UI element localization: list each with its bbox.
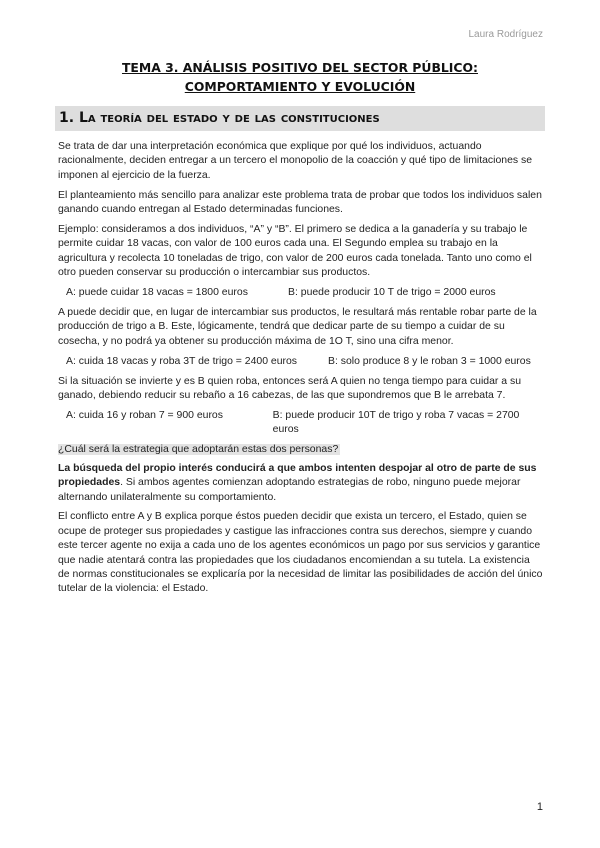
page-number: 1: [536, 801, 543, 813]
row-a: A: puede cuidar 18 vacas = 1800 euros: [66, 287, 248, 299]
section-heading: [55, 106, 545, 131]
row-b: B: solo produce 8 y le roban 3 = 1000 euros: [328, 355, 531, 367]
row-a: A: cuida 18 vacas y roba 3T de trigo = 2400 euros: [66, 355, 298, 367]
document-title: TEMA 3. ANÁLISIS POSITIVO DEL SECTOR PÚBLICO: COMPORTAMIENTO Y EVOLUCIÓN: [121, 60, 478, 94]
author-header: Laura Rodríguez: [468, 29, 543, 40]
conclusion-rest: . Si ambos agentes comienzan adoptando estrategias de robo, ninguno puede mejorar alternando unilateralmente su comportamiento.: [58, 477, 521, 503]
paragraph-conclusion: [58, 462, 544, 505]
section-number: 1.: [59, 110, 75, 126]
conclusion-bold: La búsqueda del propio interés conducirá a que ambos intenten despojar al otro de parte de sus propiedades: [58, 462, 537, 489]
row-b: B: puede producir 10T de trigo y roba 7 vacas = 2700 euros: [272, 410, 520, 436]
row-b: B: puede producir 10 T de trigo = 2000 euros: [288, 287, 496, 299]
paragraph-intro: Se trata de dar una interpretación económica que explique por qué los individuos, actuando racionalmente, deciden entregar a un tercero el monopolio de la coacción y qué tipo de limitaciones se imponen al ejercicio de la fuerza.: [58, 141, 533, 181]
document-body: [58, 140, 544, 602]
example-row-b-robs: [66, 409, 544, 438]
paragraph-approach: El planteamiento más sencillo para analizar este problema trata de probar que todos los individuos salen ganando cuando entregan al Estado determinadas funciones.: [58, 189, 542, 216]
paragraph-example: Ejemplo: consideramos a dos individuos, “A” y “B”. El primero se dedica a la ganadería y su trabajo le permite cuidar 18 vacas, con valor de 100 euros cada una. El Segundo emplea su trabajo en la agricultura y recolecta 10 toneladas de trigo, con valor de 200 euros cada tonelada. Tanto uno como el otro pueden conservar su producción o intercambiar sus productos.: [58, 224, 532, 279]
paragraph-state: El conflicto entre A y B explica porque éstos pueden decidir que exista un tercero, el Estado, quien se ocupe de proteger sus propiedades y castigue las infracciones contra sus derechos, siempre y cuando este tercer agente no exija a cada uno de los agentes económicos un pago por sus servicios y garantice que nadie atentará contra las propiedades que los ciudadanos encomiendan a su tutela. La existencia de normas constitucionales se explicaría por la necesidad de limitar las posibilidades de acción del único tutelar de la violencia: el Estado.: [58, 511, 543, 595]
highlighted-question: ¿Cuál será la estrategia que adoptarán estas dos personas?: [58, 444, 339, 456]
section-title: La teoría del estado y de las constituciones: [78, 110, 380, 126]
paragraph-a-robs: A puede decidir que, en lugar de intercambiar sus productos, le resultará más rentable robar parte de la producción de trigo a B. Este, lógicamente, tendrá que dedicar parte de su tiempo a cuidar de su cosecha, y no podrá ya obtener su producción máxima de 1O T, sino una cifra menor.: [58, 307, 537, 347]
row-a: A: cuida 16 y roban 7 = 900 euros: [66, 410, 223, 421]
paragraph-b-robs: Si la situación se invierte y es B quien roba, entonces será A quien no tenga tiempo para cuidar a su ganado, debiendo reducir su rebaño a 16 cabezas, de las que supondremos que B le arrebata 7.: [58, 375, 522, 402]
example-row-exchange: [66, 286, 544, 300]
example-row-a-robs: [66, 355, 544, 369]
